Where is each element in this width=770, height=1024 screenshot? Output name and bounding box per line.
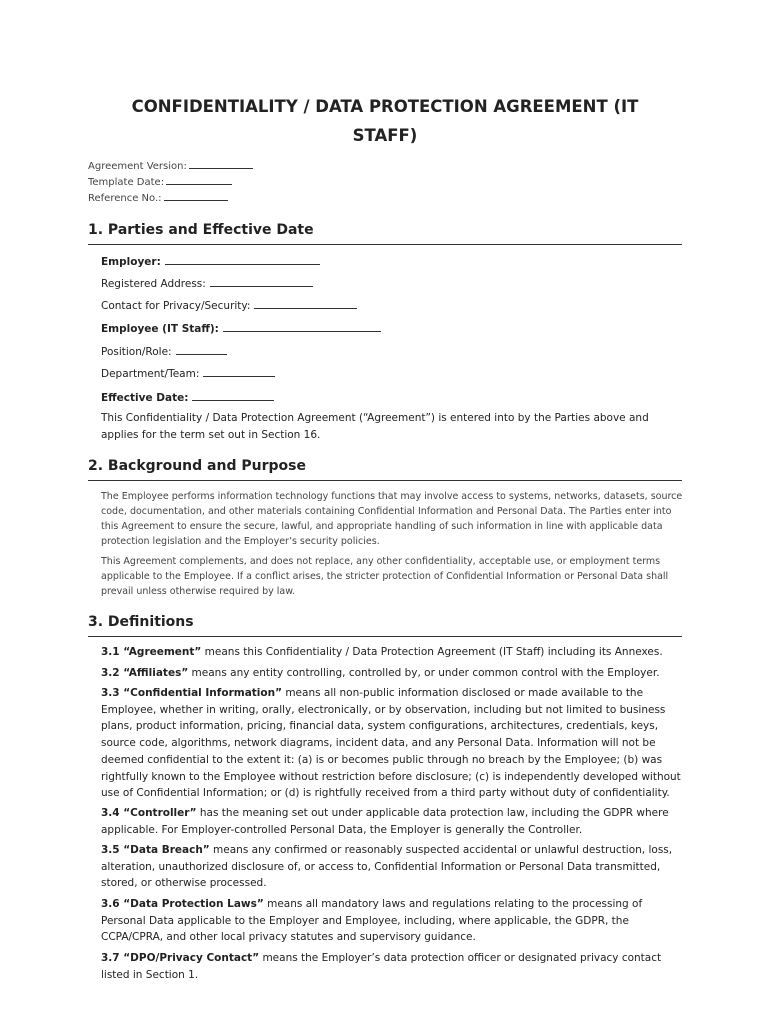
definition-3-5 [101, 842, 686, 892]
privacy-contact-row [101, 298, 357, 312]
reference-no-label: Reference No.: [88, 193, 162, 204]
definition-3-6 [101, 896, 686, 946]
definition-3-7 [101, 950, 686, 983]
template-date-field[interactable] [166, 175, 232, 185]
section-2-heading: 2. Background and Purpose [88, 458, 682, 481]
registered-address-label: Registered Address: [101, 278, 206, 290]
effective-date-row [101, 390, 274, 404]
agreement-version-row [88, 159, 253, 175]
definition-text: means all non-public information disclosed or made available to the Employee, whether in writing, orally, electronically, or by observation, including but not limited to business plans, product information, pricing, financial data, system configurations, architectures, credentials, keys, source code, algorithms, network diagrams, incident data, and any Personal Data. Information will not be deemed confidential to the extent it: (a) is or becomes public through no breach by the Employee; (b) was rightfully known to the Employee without restriction before disclosure; (c) is independently developed without use of Confidential Information; or (d) is rightfully received from a third party without duty of confidentiality. [101, 687, 681, 800]
department-field[interactable] [203, 366, 275, 377]
department-label: Department/Team: [101, 368, 200, 380]
effective-date-label: Effective Date: [101, 392, 189, 404]
reference-no-row [88, 191, 253, 207]
privacy-contact-label: Contact for Privacy/Security: [101, 300, 251, 312]
privacy-contact-field[interactable] [254, 298, 357, 309]
section-2-paragraph-1: The Employee performs information technology functions that may involve access to systems, networks, datasets, source code, documentation, and other materials containing Confidential Information and Personal Data. The Parties enter into this Agreement to ensure the secure, lawful, and appropriate handling of such information in line with applicable data protection legislation and the Employer’s security policies. [101, 491, 683, 547]
definition-3-1 [101, 644, 686, 661]
employer-label: Employer: [101, 256, 161, 268]
definition-3-3 [101, 685, 686, 802]
definition-term: 3.5 “Data Breach” [101, 844, 210, 856]
position-field[interactable] [176, 344, 227, 355]
definition-text: means any confirmed or reasonably suspected accidental or unlawful destruction, loss, alteration, unauthorized disclosure of, or access to, Confidential Information or Personal Data transmitted, stored, or otherwise processed. [101, 844, 673, 890]
section-2-paragraph-2: This Agreement complements, and does not replace, any other confidentiality, acceptable use, or employment terms applicable to the Employee. If a conflict arises, the stricter protection of Confidential Information or Personal Data shall prevail unless otherwise required by law. [101, 556, 669, 597]
department-row [101, 366, 275, 380]
section-1-heading: 1. Parties and Effective Date [88, 222, 682, 245]
agreement-version-label: Agreement Version: [88, 161, 187, 172]
position-label: Position/Role: [101, 346, 172, 358]
registered-address-row [101, 276, 313, 290]
employer-row [101, 254, 320, 268]
definition-term: 3.2 “Affiliates” [101, 667, 189, 679]
employee-field[interactable] [223, 321, 381, 332]
employer-field[interactable] [165, 254, 320, 265]
reference-no-field[interactable] [164, 191, 228, 201]
effective-date-field[interactable] [192, 390, 274, 401]
definition-term: 3.7 “DPO/Privacy Contact” [101, 952, 260, 964]
definition-text: means all mandatory laws and regulations relating to the processing of Personal Data applicable to the Employer and Employee, including, where applicable, the GDPR, the CCPA/CPRA, and other local privacy statutes and supervisory guidance. [101, 898, 643, 944]
section-3-heading: 3. Definitions [88, 614, 682, 637]
template-date-row [88, 175, 253, 191]
agreement-version-field[interactable] [189, 159, 253, 169]
document-title: CONFIDENTIALITY / DATA PROTECTION AGREEMENT (IT STAFF) [131, 97, 639, 145]
definition-text: means this Confidentiality / Data Protection Agreement (IT Staff) including its Annexes. [201, 646, 663, 658]
definition-text: means the Employer’s data protection officer or designated privacy contact listed in Section 1. [101, 952, 662, 981]
document-meta [88, 159, 253, 207]
definition-3-4 [101, 805, 686, 838]
definition-term: 3.3 “Confidential Information” [101, 687, 282, 699]
definition-term: 3.6 “Data Protection Laws” [101, 898, 264, 910]
definition-term: 3.4 “Controller” [101, 807, 197, 819]
definition-text: means any entity controlling, controlled by, or under common control with the Employer. [188, 667, 660, 679]
employee-row [101, 321, 381, 335]
definition-3-2 [101, 665, 686, 682]
position-row [101, 344, 227, 358]
employee-label: Employee (IT Staff): [101, 323, 219, 335]
registered-address-field[interactable] [210, 276, 313, 287]
definition-term: 3.1 “Agreement” [101, 646, 202, 658]
definition-text: has the meaning set out under applicable data protection law, including the GDPR where applicable. For Employer-controlled Personal Data, the Employer is generally the Controller. [101, 807, 669, 836]
template-date-label: Template Date: [88, 177, 165, 188]
section-1-text: This Confidentiality / Data Protection Agreement (“Agreement”) is entered into by the Parties above and applies for the term set out in Section 16. [101, 412, 649, 441]
